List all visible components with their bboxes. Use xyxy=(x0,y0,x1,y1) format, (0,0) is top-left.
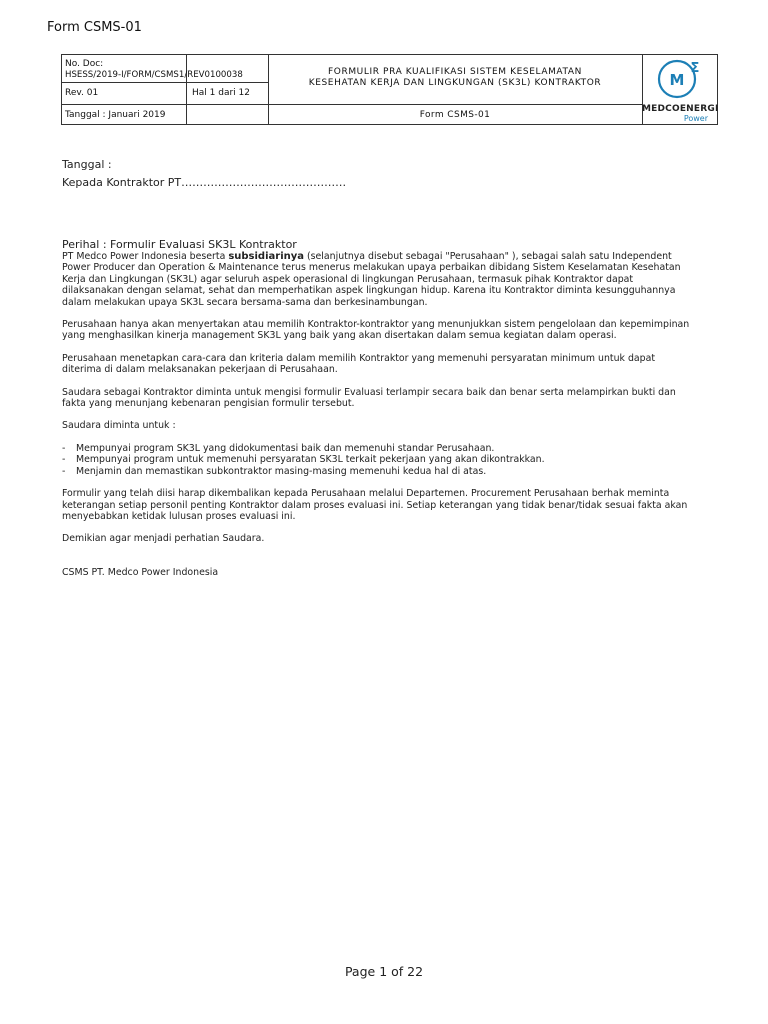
paragraph-closing: Demikian agar menjadi perhatian Saudara. xyxy=(62,533,265,545)
logo-wordmark: MEDCOENERGI xyxy=(642,104,719,114)
date-cell: Tanggal : Januari 2019 xyxy=(65,110,166,120)
intro-text-rest: (selanjutnya disebut sebagai "Perusahaan" ), sebagai salah satu Independent Power Producer dan Operation & Maintenance terus menerus melakukan upaya perbaikan dibidang Sistem Keselamatan Kesehatan Kerja dan Lingkungan (SK3L) agar seluruh aspek operasional di lingkungan Perusahaan, termasuk pihak Kontraktor dapat dilaksanakan dengan selamat, sehat dan memperhatikan aspek lingkungan hidup. Karena itu Kontraktor diminta kesungguhannya dalam melakukan upaya SK3L secara bersama-sama dan berkesinambungan. xyxy=(62,251,681,308)
list-item: - Mempunyai program SK3L yang didokumentasi baik dan memenuhi standar Perusahaan. xyxy=(62,442,495,454)
form-label: Form CSMS-01 xyxy=(47,20,142,35)
page-count-cell: Hal 1 dari 12 xyxy=(192,88,250,98)
page-number: Page 1 of 22 xyxy=(344,964,424,979)
form-title-line1: FORMULIR PRA KUALIFIKASI SISTEM KESELAMATAN xyxy=(328,67,582,77)
form-title-cell xyxy=(268,67,642,89)
document-header-table xyxy=(61,54,718,125)
paragraph-2: Perusahaan hanya akan menyertakan atau memilih Kontraktor-kontraktor yang menunjukkan sistem pengelolaan dan kepemimpinan yang menghasilkan kinerja management SK3L yang baik yang akan disertakan dalam semua kegiatan dalam operasi. xyxy=(62,319,690,342)
subject-line: Perihal : Formulir Evaluasi SK3L Kontraktor xyxy=(62,238,297,251)
list-item: - Menjamin dan memastikan subkontraktor masing-masing memenuhi kedua hal di atas. xyxy=(62,465,487,477)
paragraph-4: Saudara sebagai Kontraktor diminta untuk mengisi formulir Evaluasi terlampir secara baik dan benar serta melampirkan bukti dan fakta yang menunjang kebenaran pengisian formulir tersebut. xyxy=(62,386,676,410)
doc-number-label: No. Doc: xyxy=(65,59,104,69)
intro-bold-word: subsidiarinya xyxy=(228,251,305,262)
paragraph-3: Perusahaan menetapkan cara-cara dan kriteria dalam memilih Kontraktor yang memenuhi persyaratan minimum untuk dapat diterima di dalam melaksanakan pekerjaan di Perusahaan. xyxy=(62,352,656,376)
requirements-list xyxy=(62,443,692,477)
svg-text:Σ: Σ xyxy=(690,61,700,76)
paragraph-6: Formulir yang telah diisi harap dikembalikan kepada Perusahaan melalui Departemen. Procurement Perusahaan berhak meminta keterangan setiap personil penting Kontraktor dalam proses evaluasi ini. Setiap keterangan yang tidak benar/tidak sesuai fakta akan menyebabkan ketidak lulusan proses evaluasi ini. xyxy=(62,488,688,522)
logo-subtext: Power xyxy=(683,114,708,123)
svg-text:M: M xyxy=(669,71,685,89)
intro-text-start: PT Medco Power Indonesia beserta xyxy=(62,251,229,262)
doc-number-value: HSESS/2019-I/FORM/CSMS1/REV0100038 xyxy=(65,70,243,80)
signature-line: CSMS PT. Medco Power Indonesia xyxy=(62,566,219,578)
paragraph-5: Saudara diminta untuk : xyxy=(62,420,176,432)
revision-cell: Rev. 01 xyxy=(65,88,99,98)
company-logo xyxy=(642,55,718,124)
list-item: - Mempunyai program untuk memenuhi persyaratan SK3L terkait pekerjaan yang akan dikontrakkan. xyxy=(62,454,545,466)
letter-body xyxy=(62,251,692,578)
form-title-line2: KESEHATAN KERJA DAN LINGKUNGAN (SK3L) KONTRAKTOR xyxy=(308,78,602,88)
date-line: Tanggal : xyxy=(62,158,112,171)
doc-number-cell xyxy=(65,59,270,81)
form-code-cell: Form CSMS-01 xyxy=(419,110,491,120)
paragraph-intro xyxy=(62,251,692,308)
recipient-line: Kepada Kontraktor PT……………………………………… xyxy=(62,176,347,189)
medco-logo-icon xyxy=(642,55,718,105)
